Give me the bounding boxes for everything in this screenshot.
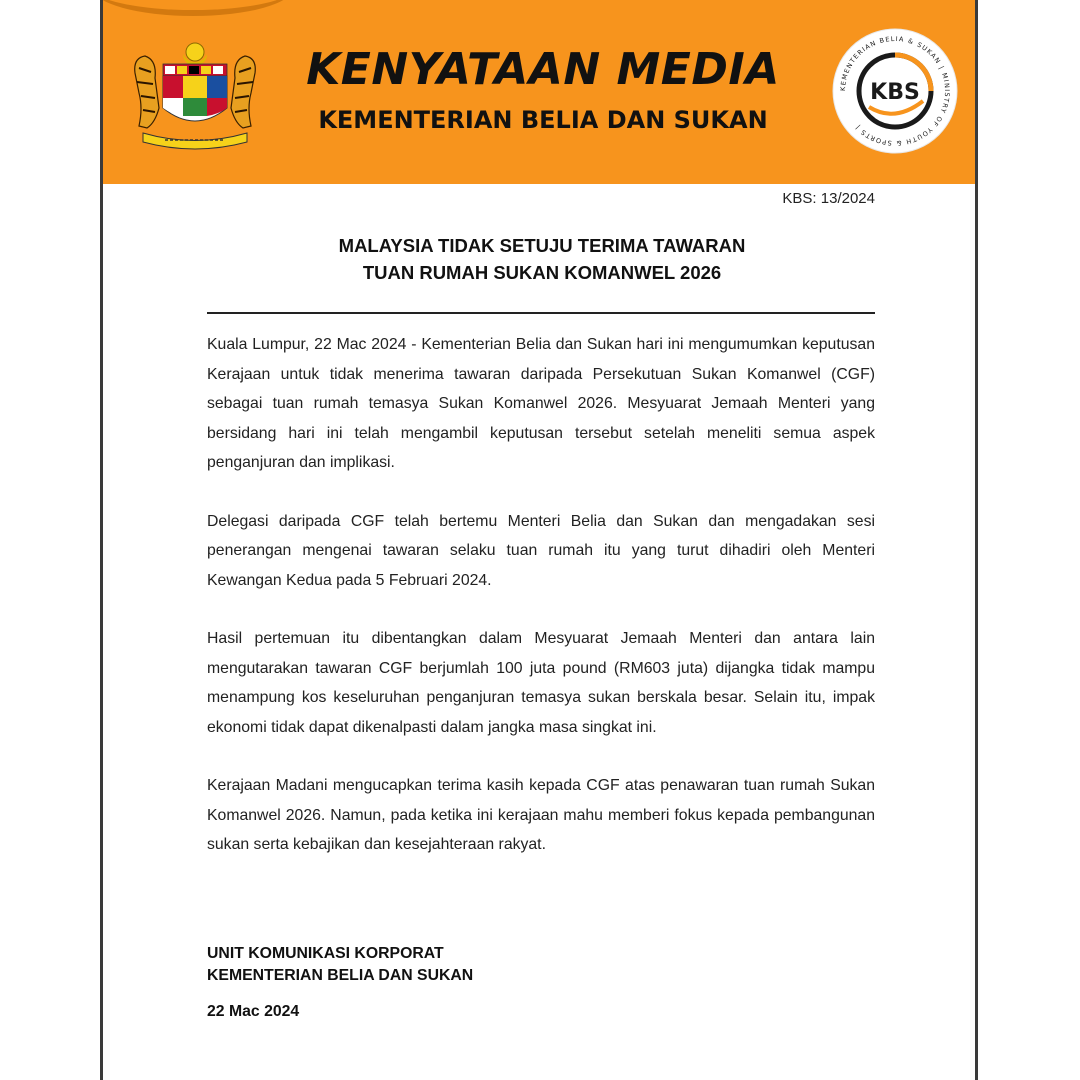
malaysia-coat-of-arms-icon	[125, 38, 265, 153]
heading-divider	[207, 312, 875, 314]
reference-number: KBS: 13/2024	[782, 190, 875, 207]
statement-date: 22 Mac 2024	[207, 1003, 300, 1020]
statement-body	[207, 330, 875, 889]
body-paragraph: Kuala Lumpur, 22 Mac 2024 - Kementerian Belia dan Sukan hari ini mengumumkan keputusan Kerajaan untuk tidak menerima tawaran daripada Persekutuan Sukan Komanwel (CGF) sebagai tuan rumah temasya Sukan Komanwel 2026. Mesyuarat Jemaah Menteri yang bersidang hari ini telah mengambil keputusan tersebut setelah meneliti semua aspek penganjuran dan implikasi.	[207, 336, 875, 471]
kbs-logo-icon	[831, 27, 959, 155]
header-banner	[103, 0, 975, 184]
kbs-ring-text: KEMENTERIAN BELIA & SUKAN | MINISTRY OF YOUTH & SPORTS |	[838, 34, 952, 148]
heading-line: TUAN RUMAH SUKAN KOMANWEL 2026	[362, 262, 722, 283]
body-paragraph: Hasil pertemuan itu dibentangkan dalam Mesyuarat Jemaah Menteri dan antara lain mengutarakan tawaran CGF berjumlah 100 juta pound (RM603 juta) dijangka tidak mampu menampung kos keseluruhan penganjuran temasya sukan berskala besar. Selain itu, impak ekonomi tidak dapat dikenalpasti dalam jangka masa singkat ini.	[207, 630, 875, 736]
banner-swoosh-decoration	[103, 0, 293, 16]
body-paragraph: Delegasi daripada CGF telah bertemu Menteri Belia dan Sukan dan mengadakan sesi penerangan mengenai tawaran selaku tuan rumah itu yang turut dihadiri oleh Menteri Kewangan Kedua pada 5 Februari 2024.	[207, 512, 875, 589]
signoff-line: UNIT KOMUNIKASI KORPORAT	[207, 945, 444, 962]
kbs-logo-text: KBS	[870, 80, 920, 105]
body-paragraph: Kerajaan Madani mengucapkan terima kasih kepada CGF atas penawaran tuan rumah Sukan Komanwel 2026. Namun, pada ketika ini kerajaan mahu memberi fokus kepada pembangunan sukan serta kebajikan dan kesejahteraan rakyat.	[207, 777, 875, 853]
heading-line: MALAYSIA TIDAK SETUJU TERIMA TAWARAN	[338, 235, 746, 256]
banner-title: KENYATAAN MEDIA	[306, 44, 780, 95]
signoff-line: KEMENTERIAN BELIA DAN SUKAN	[207, 967, 474, 984]
media-statement-page	[100, 0, 978, 1080]
banner-subtitle: KEMENTERIAN BELIA DAN SUKAN	[318, 106, 768, 134]
signoff-block	[207, 943, 807, 987]
statement-heading	[207, 232, 877, 286]
